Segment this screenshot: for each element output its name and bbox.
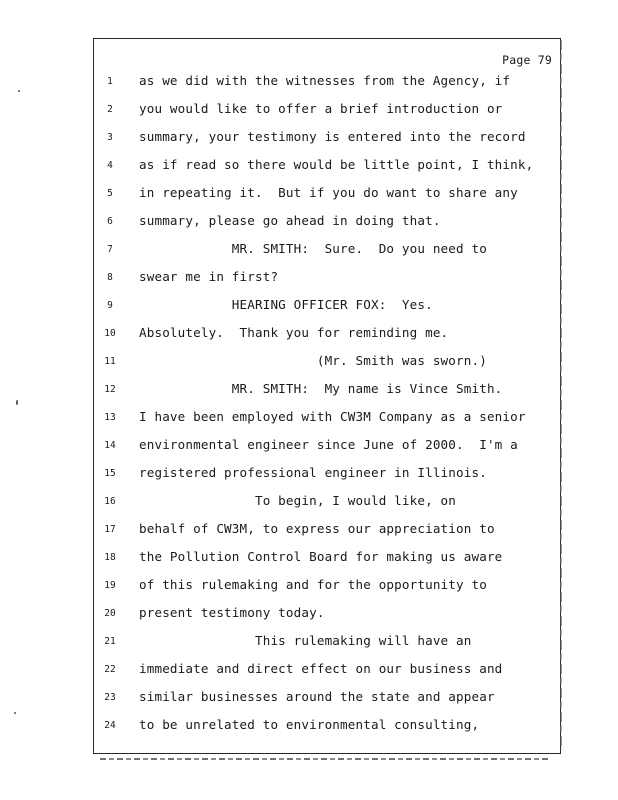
line-number: 4 (107, 160, 113, 171)
page-number: Page 79 (502, 53, 552, 67)
transcript-line (94, 325, 562, 345)
line-number: 2 (107, 104, 113, 115)
transcript-line (94, 633, 562, 653)
scan-edge-right (560, 40, 562, 750)
transcript-line (94, 605, 562, 625)
scan-speck (14, 712, 16, 714)
line-text: of this rulemaking and for the opportunity to (139, 577, 487, 592)
line-text: you would like to offer a brief introduction or (139, 101, 503, 116)
line-number: 18 (104, 552, 116, 563)
line-text: as if read so there would be little point, I think, (139, 157, 534, 172)
transcript-line (94, 717, 562, 737)
transcript-line (94, 185, 562, 205)
line-text: summary, your testimony is entered into the record (139, 129, 526, 144)
line-number: 10 (104, 328, 116, 339)
line-number: 1 (107, 76, 113, 87)
transcript-line (94, 549, 562, 569)
line-number: 17 (104, 524, 116, 535)
line-number: 16 (104, 496, 116, 507)
line-text: similar businesses around the state and appear (139, 689, 495, 704)
transcript-line (94, 577, 562, 597)
line-number: 7 (107, 244, 113, 255)
line-text: MR. SMITH: Sure. Do you need to (139, 241, 487, 256)
transcript-line (94, 297, 562, 317)
line-number: 22 (104, 664, 116, 675)
line-text: MR. SMITH: My name is Vince Smith. (139, 381, 503, 396)
line-number: 21 (104, 636, 116, 647)
line-number: 15 (104, 468, 116, 479)
transcript-line (94, 409, 562, 429)
line-text: immediate and direct effect on our business and (139, 661, 503, 676)
line-number: 11 (104, 356, 116, 367)
transcript-line (94, 269, 562, 289)
line-text: environmental engineer since June of 2000. I'm a (139, 437, 518, 452)
line-text: HEARING OFFICER FOX: Yes. (139, 297, 433, 312)
line-number: 14 (104, 440, 116, 451)
transcript-line (94, 157, 562, 177)
transcript-line (94, 437, 562, 457)
scan-speck (16, 400, 18, 405)
line-number: 20 (104, 608, 116, 619)
line-text: summary, please go ahead in doing that. (139, 213, 441, 228)
transcript-line (94, 73, 562, 93)
line-number: 3 (107, 132, 113, 143)
transcript-line (94, 241, 562, 261)
line-number: 5 (107, 188, 113, 199)
line-number: 19 (104, 580, 116, 591)
line-number: 6 (107, 216, 113, 227)
line-text: swear me in first? (139, 269, 279, 284)
line-text: behalf of CW3M, to express our appreciation to (139, 521, 495, 536)
line-text: in repeating it. But if you do want to share any (139, 185, 518, 200)
line-text: (Mr. Smith was sworn.) (139, 353, 487, 368)
transcript-line (94, 689, 562, 709)
scan-edge-bottom (100, 758, 550, 760)
line-number: 12 (104, 384, 116, 395)
line-text: registered professional engineer in Illinois. (139, 465, 487, 480)
line-text: as we did with the witnesses from the Agency, if (139, 73, 511, 88)
line-number: 9 (107, 300, 113, 311)
transcript-line (94, 521, 562, 541)
scan-speck (18, 90, 20, 92)
line-text: to be unrelated to environmental consulting, (139, 717, 480, 732)
transcript-line (94, 465, 562, 485)
line-text: Absolutely. Thank you for reminding me. (139, 325, 449, 340)
line-text: present testimony today. (139, 605, 325, 620)
line-text: the Pollution Control Board for making us aware (139, 549, 503, 564)
line-number: 23 (104, 692, 116, 703)
transcript-line (94, 381, 562, 401)
line-text: I have been employed with CW3M Company as a senior (139, 409, 526, 424)
transcript-line (94, 661, 562, 681)
transcript-page (93, 38, 561, 754)
transcript-line (94, 353, 562, 373)
line-number: 8 (107, 272, 113, 283)
line-text: To begin, I would like, on (139, 493, 457, 508)
line-text: This rulemaking will have an (139, 633, 472, 648)
line-number: 13 (104, 412, 116, 423)
transcript-line (94, 493, 562, 513)
transcript-line (94, 213, 562, 233)
transcript-line (94, 129, 562, 149)
line-number: 24 (104, 720, 116, 731)
transcript-line (94, 101, 562, 121)
